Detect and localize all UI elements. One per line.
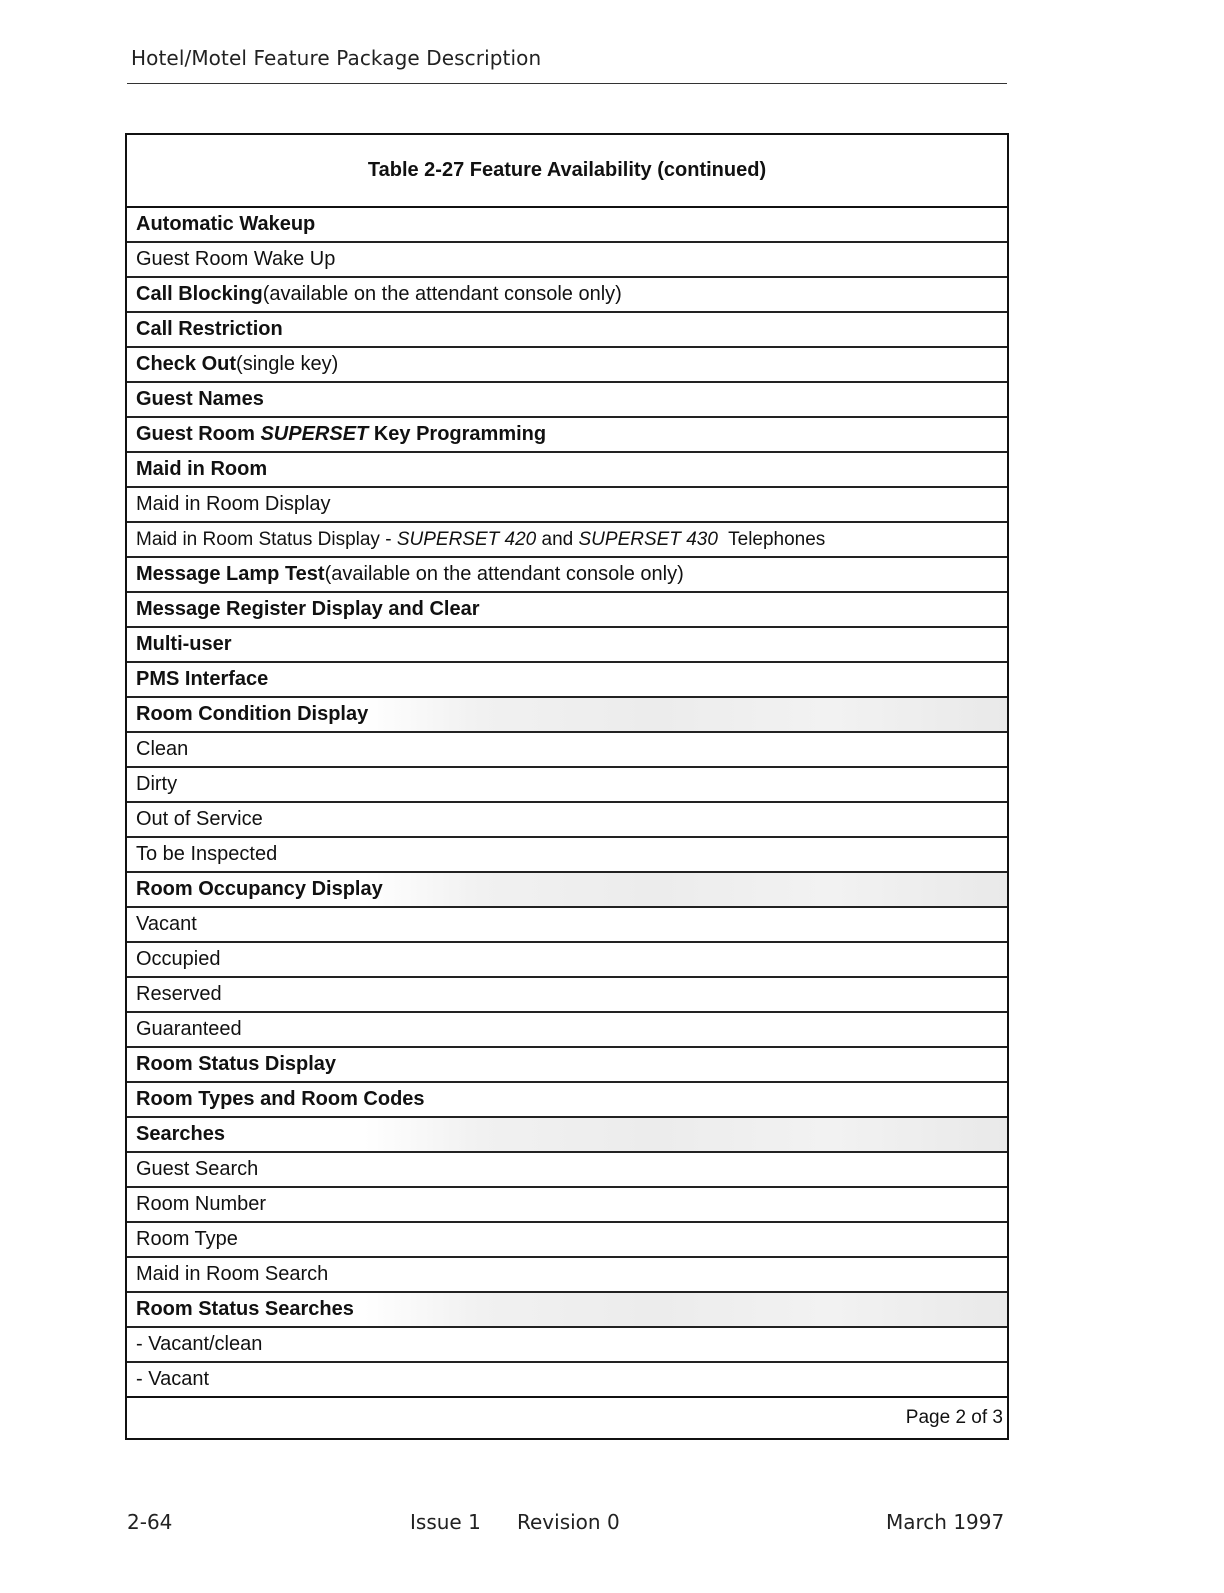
table-row (127, 558, 1007, 593)
row-term-italic-1: SUPERSET 420 (396, 528, 537, 550)
table-row (127, 978, 1007, 1013)
table-row (127, 1328, 1007, 1363)
row-term: Message Lamp Test (136, 563, 325, 585)
header-rule (127, 83, 1007, 84)
table-row (127, 1363, 1007, 1398)
table-row (127, 383, 1007, 418)
row-term: Multi-user (136, 633, 232, 655)
row-term: To be Inspected (136, 843, 278, 865)
table-row (127, 698, 1007, 733)
footer-revision: Revision 0 (517, 1510, 620, 1534)
row-term-post: Key Programming (368, 423, 547, 445)
footer-issue: Issue 1 (410, 1510, 481, 1534)
footer-page-number: 2-64 (127, 1510, 173, 1534)
table-row (127, 278, 1007, 313)
table-row (127, 208, 1007, 243)
row-term: Dirty (136, 773, 178, 795)
row-term: Guest Search (136, 1158, 259, 1180)
row-term: Message Register Display and Clear (136, 598, 480, 620)
row-term: Vacant (136, 913, 197, 935)
table-row (127, 1188, 1007, 1223)
row-term: Guest Room Wake Up (136, 248, 336, 270)
table-row (127, 873, 1007, 908)
row-term: - Vacant (136, 1368, 209, 1390)
table-title: Table 2-27 Feature Availability (continued) (127, 135, 1007, 208)
table-row (127, 1013, 1007, 1048)
table-row (127, 943, 1007, 978)
table-row (127, 803, 1007, 838)
row-term-mid: and (536, 528, 579, 550)
row-term: Room Types and Room Codes (136, 1088, 425, 1110)
row-term: Reserved (136, 983, 222, 1005)
row-term-post: Telephones (717, 528, 826, 550)
row-term: Call Blocking (136, 283, 263, 305)
row-term: Room Number (136, 1193, 267, 1215)
table-row (127, 488, 1007, 523)
table-row (127, 733, 1007, 768)
table-row (127, 1048, 1007, 1083)
table-row (127, 838, 1007, 873)
row-term: Check Out (136, 353, 237, 375)
row-note: (available on the attendant console only) (324, 563, 684, 585)
table-row (127, 243, 1007, 278)
row-term: Clean (136, 738, 189, 760)
table-row (127, 313, 1007, 348)
row-term: Searches (136, 1123, 225, 1145)
table-row (127, 453, 1007, 488)
row-term: Room Type (136, 1228, 238, 1250)
table-page-indicator: Page 2 of 3 (905, 1407, 1003, 1428)
table-row (127, 348, 1007, 383)
table-row (127, 1083, 1007, 1118)
row-term: Maid in Room Display (136, 493, 331, 515)
table-row (127, 663, 1007, 698)
table-row (127, 628, 1007, 663)
running-header: Hotel/Motel Feature Package Description (131, 46, 542, 70)
table-row (127, 1293, 1007, 1328)
row-note: (single key) (236, 353, 339, 375)
row-term: Room Status Searches (136, 1298, 354, 1320)
row-term: Guest Names (136, 388, 264, 410)
table-row (127, 1118, 1007, 1153)
row-term-pre: Guest Room (136, 423, 261, 445)
row-term: Room Occupancy Display (136, 878, 383, 900)
row-term: Guaranteed (136, 1018, 242, 1040)
row-term: Out of Service (136, 808, 263, 830)
row-term: Room Status Display (136, 1053, 337, 1075)
row-term: Maid in Room (136, 458, 268, 480)
footer-date: March 1997 (886, 1510, 1005, 1534)
row-term: Call Restriction (136, 318, 283, 340)
table-row (127, 523, 1007, 558)
table-row (127, 908, 1007, 943)
row-term: PMS Interface (136, 668, 269, 690)
table-row (127, 593, 1007, 628)
feature-availability-table (125, 133, 1009, 1440)
table-row (127, 1223, 1007, 1258)
row-term: Automatic Wakeup (136, 213, 316, 235)
row-term: Room Condition Display (136, 703, 369, 725)
table-row (127, 1258, 1007, 1293)
row-term: Maid in Room Search (136, 1263, 329, 1285)
row-term: Occupied (136, 948, 221, 970)
table-row (127, 1153, 1007, 1188)
row-note: (available on the attendant console only) (262, 283, 622, 305)
row-term-pre: Maid in Room Status Display - (136, 528, 397, 550)
row-term: - Vacant/clean (136, 1333, 263, 1355)
table-row (127, 768, 1007, 803)
row-term-italic: SUPERSET (260, 423, 369, 445)
table-row (127, 418, 1007, 453)
row-term-italic-2: SUPERSET 430 (578, 528, 718, 550)
